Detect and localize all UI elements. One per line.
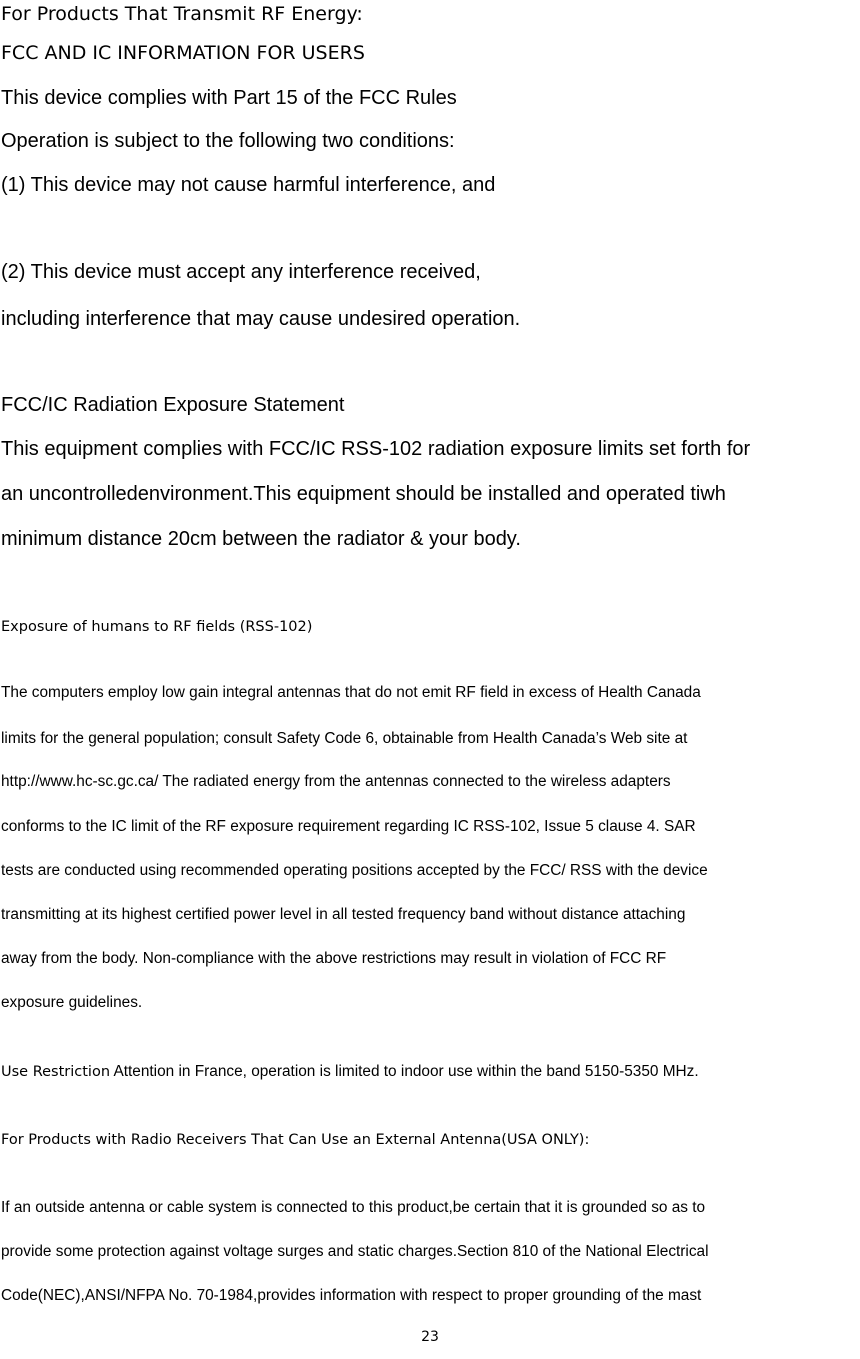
antenna-line: If an outside antenna or cable system is connected to this product,be certain that it is grounded so as to [1, 1199, 706, 1216]
use-restriction-text: Attention in France, operation is limited to indoor use within the band 5150-5350 MHz. [110, 1063, 699, 1080]
fcc-line: including interference that may cause undesired operation. [1, 308, 521, 330]
radiation-line: minimum distance 20cm between the radiator & your body. [1, 528, 521, 550]
exposure-line: conforms to the IC limit of the RF exposure requirement regarding IC RSS-102, Issue 5 clause 4. SAR [1, 818, 696, 835]
exposure-heading: Exposure of humans to RF fields (RSS-102) [1, 619, 313, 635]
exposure-line: tests are conducted using recommended operating positions accepted by the FCC/ RSS with the device [1, 862, 708, 879]
exposure-line: The computers employ low gain integral antennas that do not emit RF field in excess of Health Canada [1, 684, 701, 701]
exposure-line: exposure guidelines. [1, 994, 143, 1011]
fcc-line: Operation is subject to the following two conditions: [1, 130, 455, 152]
radiation-statement-title: FCC/IC Radiation Exposure Statement [1, 394, 345, 416]
exposure-line: http://www.hc-sc.gc.ca/ The radiated energy from the antennas connected to the wireless adapters [1, 773, 671, 790]
antenna-heading: For Products with Radio Receivers That Can Use an External Antenna(USA ONLY): [1, 1132, 590, 1148]
exposure-line: transmitting at its highest certified power level in all tested frequency band without distance attaching [1, 906, 686, 923]
use-restriction-paragraph [1, 1063, 699, 1081]
antenna-line: Code(NEC),ANSI/NFPA No. 70-1984,provides information with respect to proper grounding of the mast [1, 1287, 702, 1304]
fcc-line: (1) This device may not cause harmful interference, and [1, 174, 496, 196]
radiation-line: This equipment complies with FCC/IC RSS-102 radiation exposure limits set forth for [1, 438, 751, 460]
use-restriction-label: Use Restriction [1, 1064, 111, 1080]
fcc-line: (2) This device must accept any interference received, [1, 261, 481, 283]
fcc-line: This device complies with Part 15 of the FCC Rules [1, 87, 457, 109]
page-number: 23 [421, 1329, 439, 1345]
radiation-line: an uncontrolledenvironment.This equipment should be installed and operated tiwh [1, 483, 726, 505]
heading-rf-energy: For Products That Transmit RF Energy: [1, 3, 363, 25]
antenna-line: provide some protection against voltage surges and static charges.Section 810 of the National Electrical [1, 1243, 709, 1260]
exposure-line: away from the body. Non-compliance with the above restrictions may result in violation of FCC RF [1, 950, 667, 967]
heading-fcc-ic-information: FCC AND IC INFORMATION FOR USERS [1, 42, 365, 64]
exposure-line: limits for the general population; consult Safety Code 6, obtainable from Health Canada’s Web site at [1, 730, 688, 747]
